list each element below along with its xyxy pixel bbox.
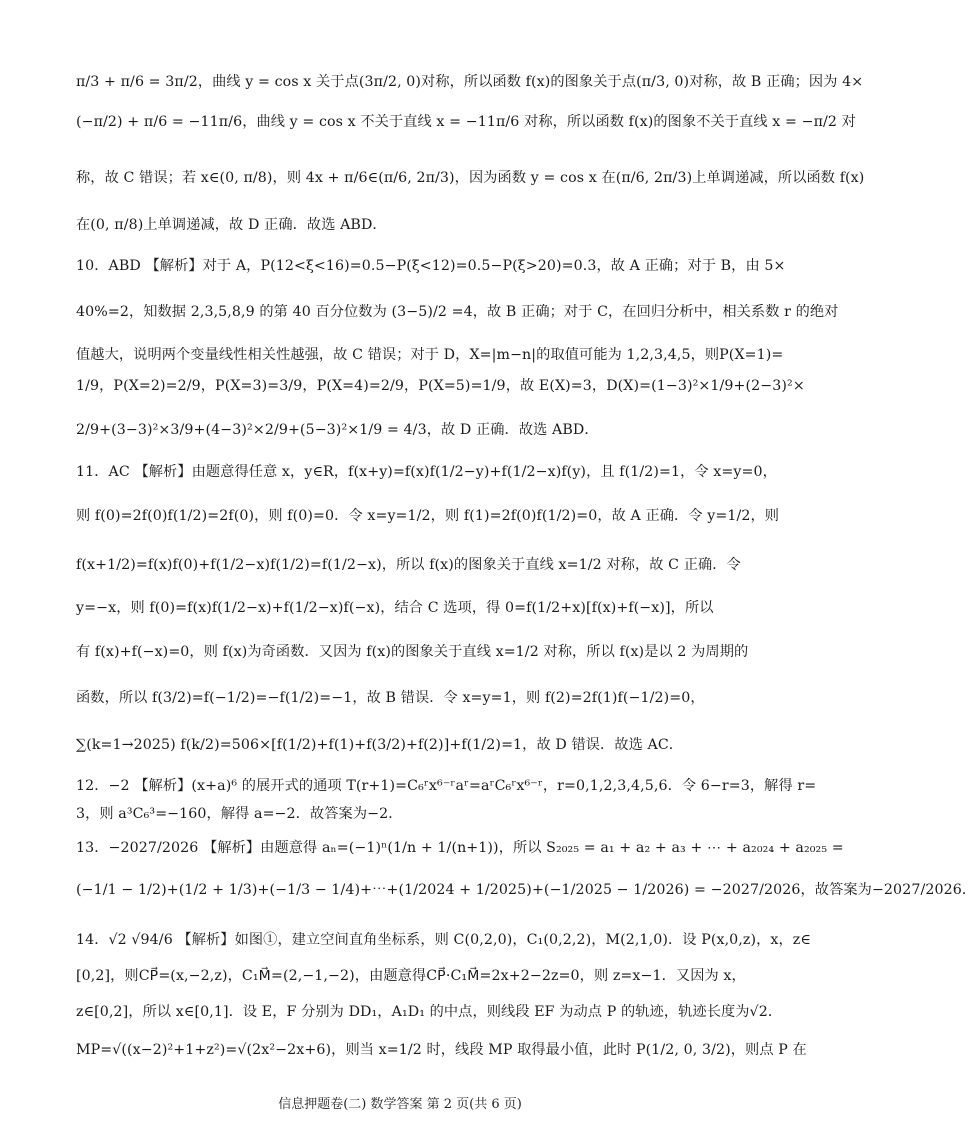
text-line: 10．ABD 【解析】对于 A，P(12<ξ<16)=0.5−P(ξ<12)=0.5−P(ξ>20)=0.3，故 A 正确；对于 B，由 5× <box>76 258 786 274</box>
text-line: 1/9，P(X=2)=2/9，P(X=3)=3/9，P(X=4)=2/9，P(X=5)=1/9，故 E(X)=3，D(X)=(1−3)²×1/9+(2−3)²× <box>76 378 805 394</box>
text-line: (−π/2) + π/6 = −11π/6，曲线 y = cos x 不关于直线 x = −11π/6 对称，所以函数 f(x)的图象不关于直线 x = −π/2 对 <box>76 114 856 130</box>
text-line: 称，故 C 错误；若 x∈(0, π/8)，则 4x + π/6∈(π/6, 2π/3)，因为函数 y = cos x 在(π/6, 2π/3)上单调递减，所以函数 f(x) <box>76 170 865 186</box>
text-line: 13．−2027/2026 【解析】由题意得 aₙ=(−1)ⁿ(1/n + 1/(n+1))，所以 S₂₀₂₅ = a₁ + a₂ + a₃ + ⋯ + a₂₀₂₄ + a₂₀₂₅ = <box>76 840 844 856</box>
text-line: 则 f(0)=2f(0)f(1/2)=2f(0)，则 f(0)=0．令 x=y=1/2，则 f(1)=2f(0)f(1/2)=0，故 A 正确．令 y=1/2，则 <box>76 508 780 524</box>
page-footer: 信息押题卷(二) 数学答案 第 2 页(共 6 页) <box>278 1097 522 1112</box>
text-line: 函数，所以 f(3/2)=f(−1/2)=−f(1/2)=−1，故 B 错误．令 x=y=1，则 f(2)=2f(1)f(−1/2)=0， <box>76 690 705 706</box>
text-line: 12．−2 【解析】(x+a)⁶ 的展开式的通项 T(r+1)=C₆ʳx⁶⁻ʳaʳ=aʳC₆ʳx⁶⁻ʳ，r=0,1,2,3,4,5,6．令 6−r=3，解得 r= <box>76 778 817 794</box>
text-line: MP=√((x−2)²+1+z²)=√(2x²−2x+6)，则当 x=1/2 时，线段 MP 取得最小值，此时 P(1/2, 0, 3/2)，则点 P 在 <box>76 1042 807 1058</box>
text-line: f(x+1/2)=f(x)f(0)+f(1/2−x)f(1/2)=f(1/2−x)，所以 f(x)的图象关于直线 x=1/2 对称，故 C 正确．令 <box>76 557 741 573</box>
text-line: y=−x，则 f(0)=f(x)f(1/2−x)+f(1/2−x)f(−x)，结合 C 选项，得 0=f(1/2+x)[f(x)+f(−x)]，所以 <box>76 600 714 616</box>
text-line: 2/9+(3−3)²×3/9+(4−3)²×2/9+(5−3)²×1/9 = 4/3，故 D 正确．故选 ABD． <box>76 422 599 438</box>
text-line: 有 f(x)+f(−x)=0，则 f(x)为奇函数．又因为 f(x)的图象关于直线 x=1/2 对称，所以 f(x)是以 2 为周期的 <box>76 644 749 660</box>
text-line: 在(0, π/8)上单调递减，故 D 正确．故选 ABD． <box>76 217 387 233</box>
text-line: 11．AC 【解析】由题意得任意 x，y∈R，f(x+y)=f(x)f(1/2−y)+f(1/2−x)f(y)，且 f(1/2)=1，令 x=y=0， <box>76 464 777 480</box>
text-line: 40%=2，知数据 2,3,5,8,9 的第 40 百分位数为 (3−5)/2 =4，故 B 正确；对于 C，在回归分析中，相关系数 r 的绝对 <box>76 304 839 320</box>
text-line: [0,2]，则CP⃗=(x,−2,z)，C₁M⃗=(2,−1,−2)，由题意得CP⃗·C₁M⃗=2x+2−2z=0，则 z=x−1．又因为 x， <box>76 968 746 984</box>
text-line: ∑(k=1→2025) f(k/2)=506×[f(1/2)+f(1)+f(3/2)+f(2)]+f(1/2)=1，故 D 错误．故选 AC． <box>76 737 684 753</box>
text-line: 3，则 a³C₆³=−160，解得 a=−2．故答案为−2． <box>76 806 403 822</box>
text-line: (−1/1 − 1/2)+(1/2 + 1/3)+(−1/3 − 1/4)+⋯+(1/2024 + 1/2025)+(−1/2025 − 1/2026) = −2027/2026，故答案为−2027/2026． <box>76 882 976 898</box>
text-line: z∈[0,2]，所以 x∈[0,1]．设 E，F 分别为 DD₁，A₁D₁ 的中点，则线段 EF 为动点 P 的轨迹，轨迹长度为√2． <box>76 1004 783 1020</box>
text-line: 14．√2 √94/6 【解析】如图①，建立空间直角坐标系，则 C(0,2,0)，C₁(0,2,2)，M(2,1,0)．设 P(x,0,z)，x，z∈ <box>76 932 811 948</box>
text-line: 值越大，说明两个变量线性相关性越强，故 C 错误；对于 D，X=|m−n|的取值可能为 1,2,3,4,5，则P(X=1)= <box>76 347 784 363</box>
text-line: π/3 + π/6 = 3π/2，曲线 y = cos x 关于点(3π/2, 0)对称，所以函数 f(x)的图象关于点(π/3, 0)对称，故 B 正确；因为 4× <box>76 74 864 90</box>
